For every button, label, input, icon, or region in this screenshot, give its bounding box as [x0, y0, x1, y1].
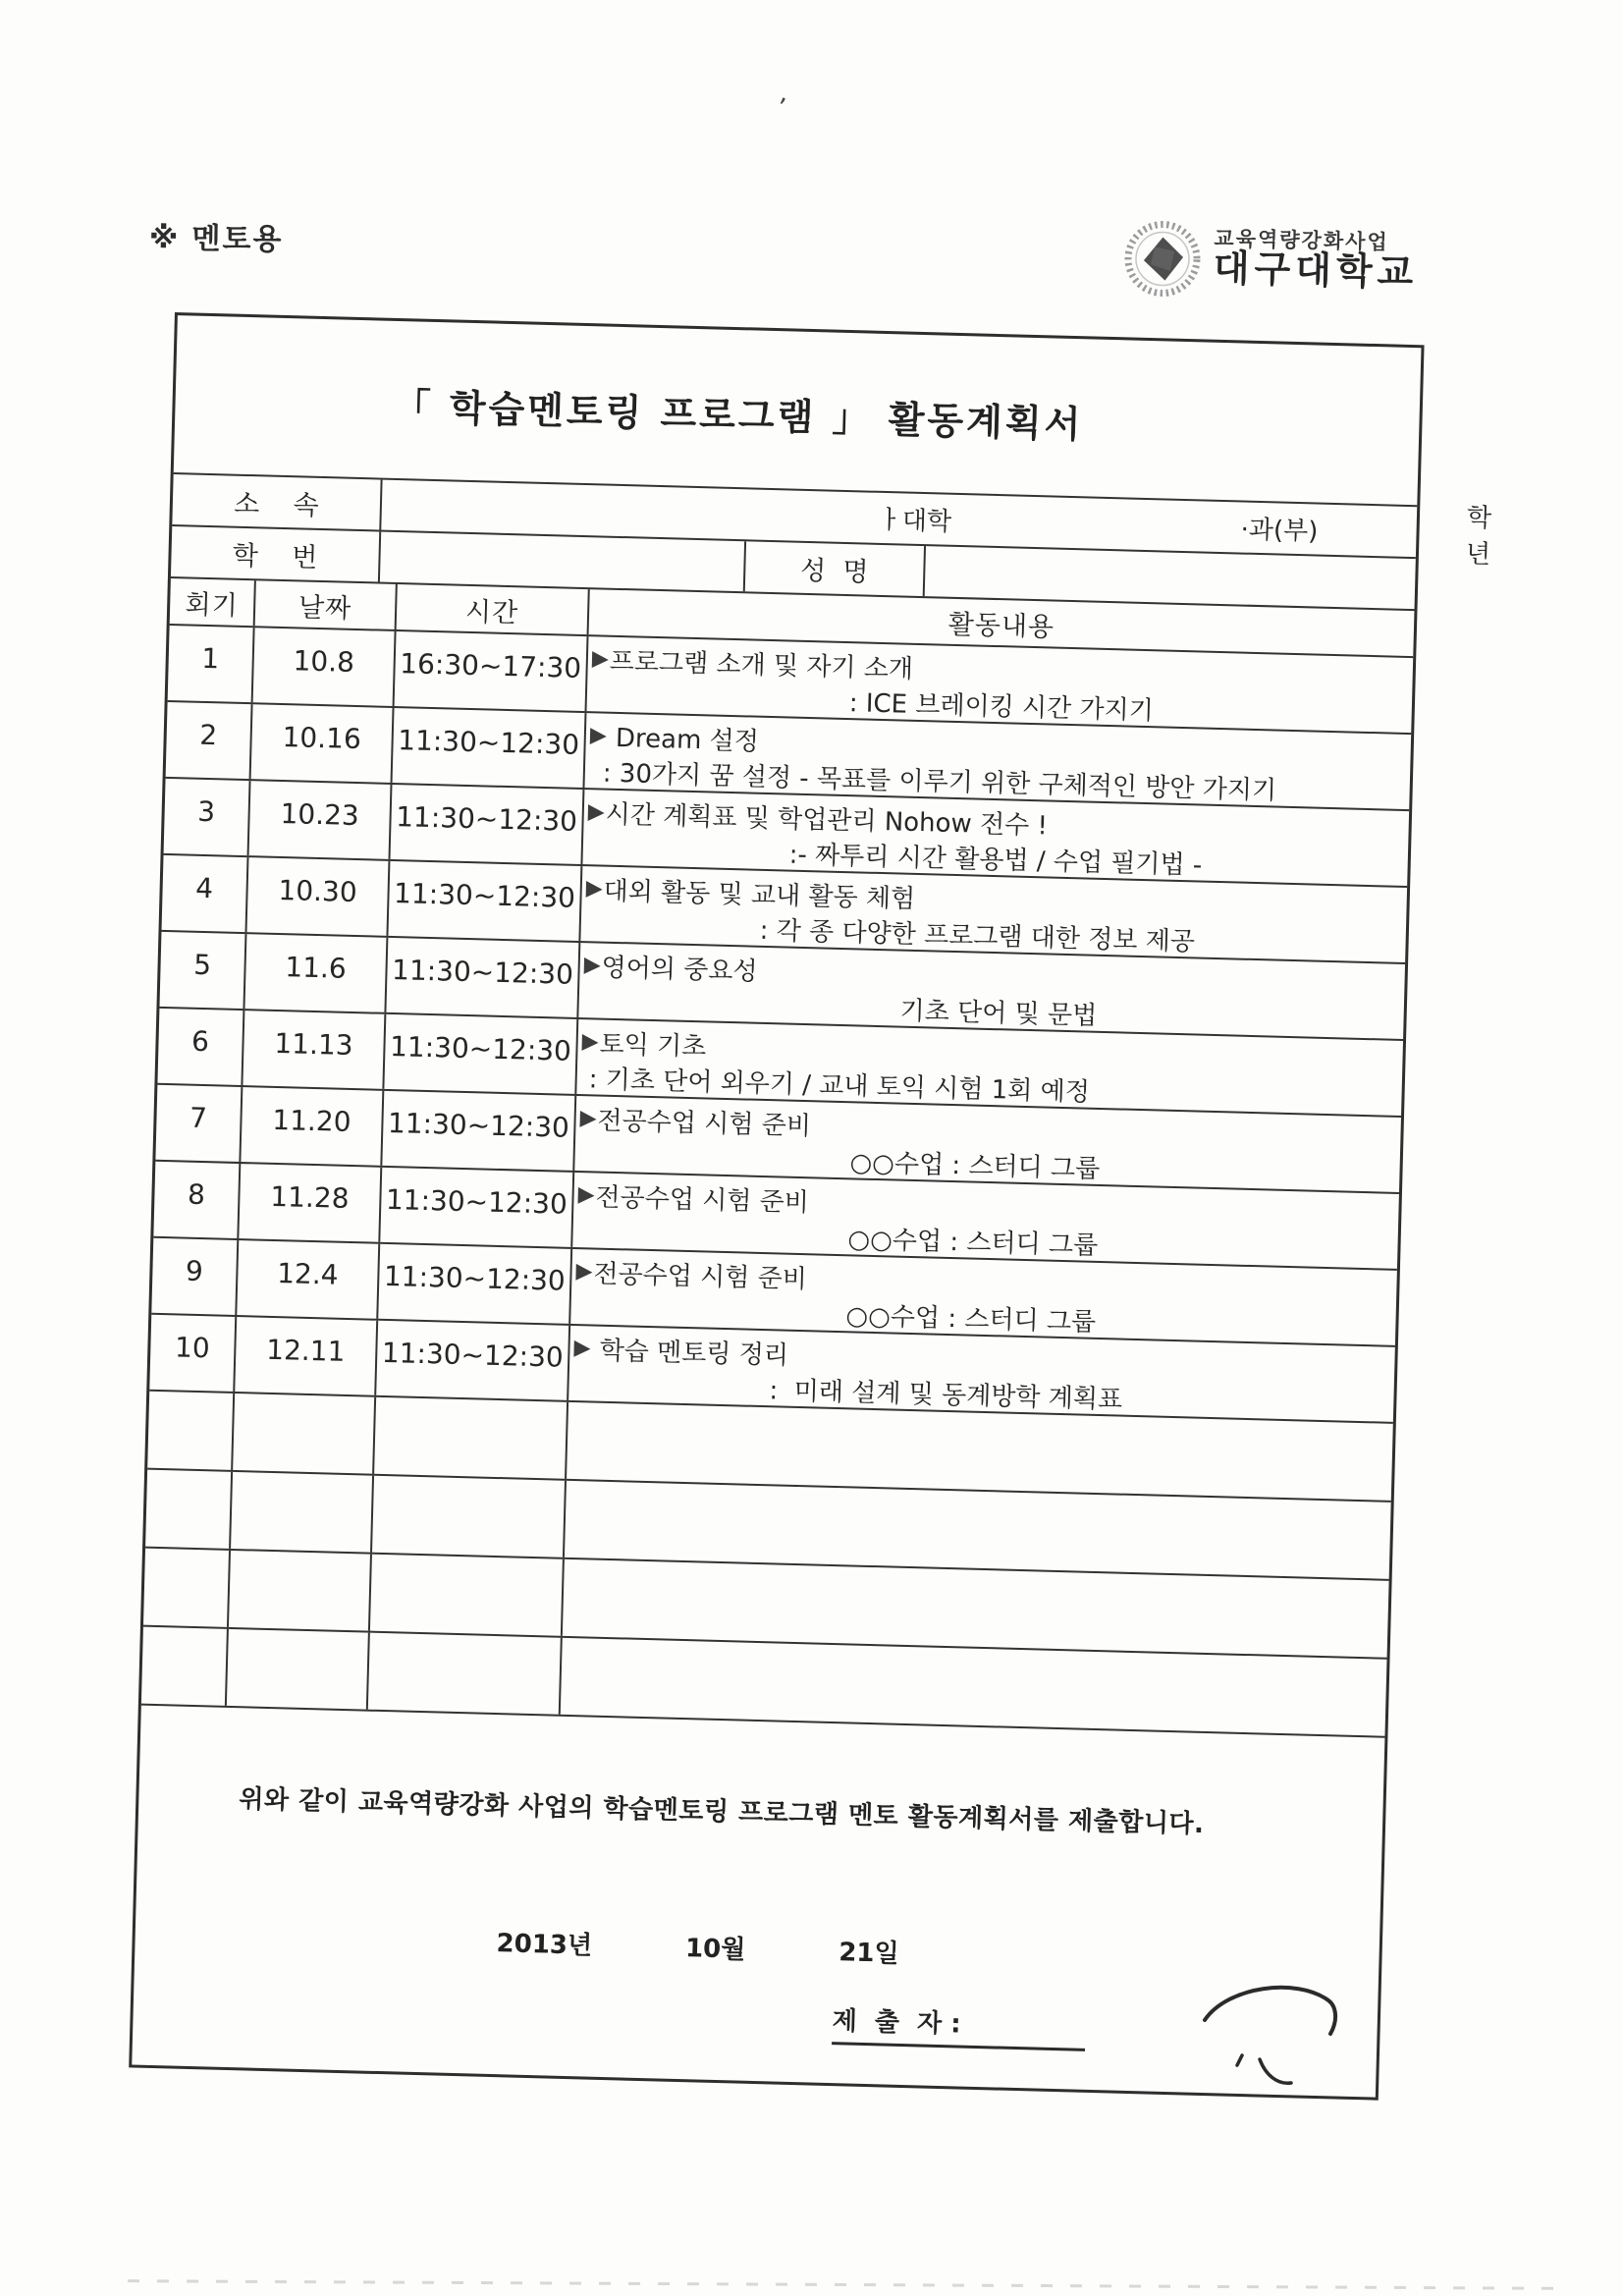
submitter-line: [832, 2000, 1086, 2044]
university-seal-icon: [1120, 215, 1205, 300]
session-date: 11.28: [239, 1164, 382, 1242]
submission-date: [496, 1923, 899, 1970]
form-title: 「 학습멘토링 프로그램 」 활동계획서: [393, 384, 1084, 447]
session-time: 11:30~12:30: [378, 1244, 572, 1324]
triangle-bullet-icon: ▶: [579, 1105, 597, 1131]
session-date: 10.8: [253, 628, 397, 706]
date-day: 21일: [838, 1938, 899, 1969]
session-time: 11:30~12:30: [380, 1168, 574, 1247]
session-no: 7: [155, 1085, 243, 1162]
university-logo-text: [1213, 228, 1419, 294]
scan-bottom-artifact: [128, 2279, 1564, 2290]
activity-detail: 기초 단어 및 문법: [899, 996, 1098, 1031]
session-time: 11:30~12:30: [393, 708, 587, 788]
activity-detail: ○○수업 : 스터디 그룹: [849, 1147, 1101, 1184]
affiliation-college-suffix: ㅏ대학: [877, 505, 952, 537]
session-no: 5: [159, 932, 246, 1009]
activity-text: 전공수업 시험 준비: [593, 1259, 808, 1294]
affiliation-label: 소 속: [172, 474, 382, 530]
submission-statement: 위와 같이 교육역량강화 사업의 학습멘토링 프로그램 멘토 활동계획서를 제출합니다.: [238, 1784, 1205, 1839]
name-label: 성 명: [745, 541, 926, 596]
activity-detail: :- 짜투리 시간 활용법 / 수업 필기법 -: [788, 840, 1203, 881]
session-date: 10.23: [249, 781, 393, 859]
triangle-bullet-icon: ▶: [573, 1335, 591, 1360]
session-date: 12.11: [235, 1317, 378, 1395]
session-no: 10: [149, 1315, 237, 1392]
session-no: 2: [166, 702, 253, 779]
session-no: 8: [153, 1162, 241, 1238]
scan-stray-mark: ,: [777, 78, 792, 109]
session-no: 3: [164, 779, 251, 855]
session-time: 11:30~12:30: [384, 1014, 578, 1094]
date-year: 2013년: [496, 1929, 593, 1961]
activity-text: 전공수업 시험 준비: [597, 1106, 812, 1141]
activity-detail: : 기초 단어 외우기 / 교내 토익 시험 1회 예정: [588, 1064, 1091, 1108]
session-no: 6: [157, 1009, 244, 1085]
affiliation-dept-suffix: ·과(부): [1240, 515, 1319, 547]
affiliation-year-suffix: 학년: [1465, 503, 1492, 570]
triangle-bullet-icon: ▶: [585, 875, 604, 902]
activity-detail: : 30가지 꿈 설정 - 목표를 이루기 위한 구체적인 방안 가지기: [602, 758, 1277, 806]
activity-table: [141, 576, 1415, 1738]
session-time: 11:30~12:30: [388, 861, 582, 941]
activity-text: 대외 활동 및 교내 활동 체험: [603, 876, 916, 914]
activity-text: 프로그램 소개 및 자기 소개: [609, 646, 914, 684]
header-time: 시간: [397, 584, 590, 634]
university-logo: [1120, 215, 1419, 304]
triangle-bullet-icon: ▶: [581, 1028, 599, 1055]
session-date: 12.4: [237, 1240, 380, 1319]
triangle-bullet-icon: ▶: [591, 645, 610, 672]
activity-detail: : ICE 브레이킹 시간 가지기: [848, 687, 1155, 726]
session-time: 11:30~12:30: [376, 1321, 570, 1400]
session-date: 11.13: [243, 1011, 386, 1089]
header-date: 날짜: [255, 580, 398, 629]
session-time: 11:30~12:30: [382, 1091, 576, 1171]
triangle-bullet-icon: ▶: [587, 798, 606, 825]
activity-text: 영어의 중요성: [601, 953, 758, 987]
mentor-copy-note: ※ 멘토용: [148, 221, 284, 257]
session-no: 1: [168, 626, 255, 702]
form-border-box: [129, 312, 1492, 2101]
session-no: 4: [162, 855, 249, 932]
activity-text: 토익 기초: [599, 1029, 707, 1062]
session-no: 9: [151, 1238, 239, 1315]
header-session: 회기: [170, 578, 256, 626]
triangle-bullet-icon: ▶: [583, 952, 602, 978]
activity-text: 학습 멘토링 정리: [591, 1335, 789, 1371]
triangle-bullet-icon: ▶: [589, 722, 608, 748]
student-id-label: 학 번: [171, 526, 381, 582]
session-time: 11:30~12:30: [390, 785, 584, 864]
pen-scribble-mark: [1183, 1940, 1360, 2116]
submitter-label: 제 출 자 :: [832, 2006, 1086, 2051]
logo-program-name: 교육역량강화사업: [1214, 226, 1389, 254]
activity-detail: ○○수업 : 스터디 그룹: [847, 1224, 1099, 1261]
session-time: 11:30~12:30: [386, 938, 580, 1017]
activity-text: 시간 계획표 및 학업관리 Nohow 전수 !: [605, 799, 1049, 841]
session-date: 10.16: [251, 704, 395, 783]
logo-university-name: 대구대학교: [1213, 246, 1419, 295]
activity-text: Dream 설정: [607, 723, 760, 757]
activity-text: 전공수업 시험 준비: [595, 1182, 810, 1218]
session-date: 10.30: [247, 857, 391, 936]
triangle-bullet-icon: ▶: [575, 1258, 593, 1284]
activity-detail: : 미래 설계 및 동계방학 계획표: [769, 1375, 1123, 1415]
session-date: 11.20: [241, 1087, 384, 1166]
triangle-bullet-icon: ▶: [577, 1181, 595, 1207]
date-month: 10월: [684, 1934, 746, 1965]
activity-detail: ○○수업 : 스터디 그룹: [845, 1300, 1097, 1338]
header-activity: 활동내용: [947, 609, 1055, 643]
activity-detail: : 각 종 다양한 프로그램 대한 정보 제공: [759, 915, 1196, 957]
session-date: 11.6: [244, 934, 388, 1012]
session-time: 16:30~17:30: [395, 631, 589, 711]
